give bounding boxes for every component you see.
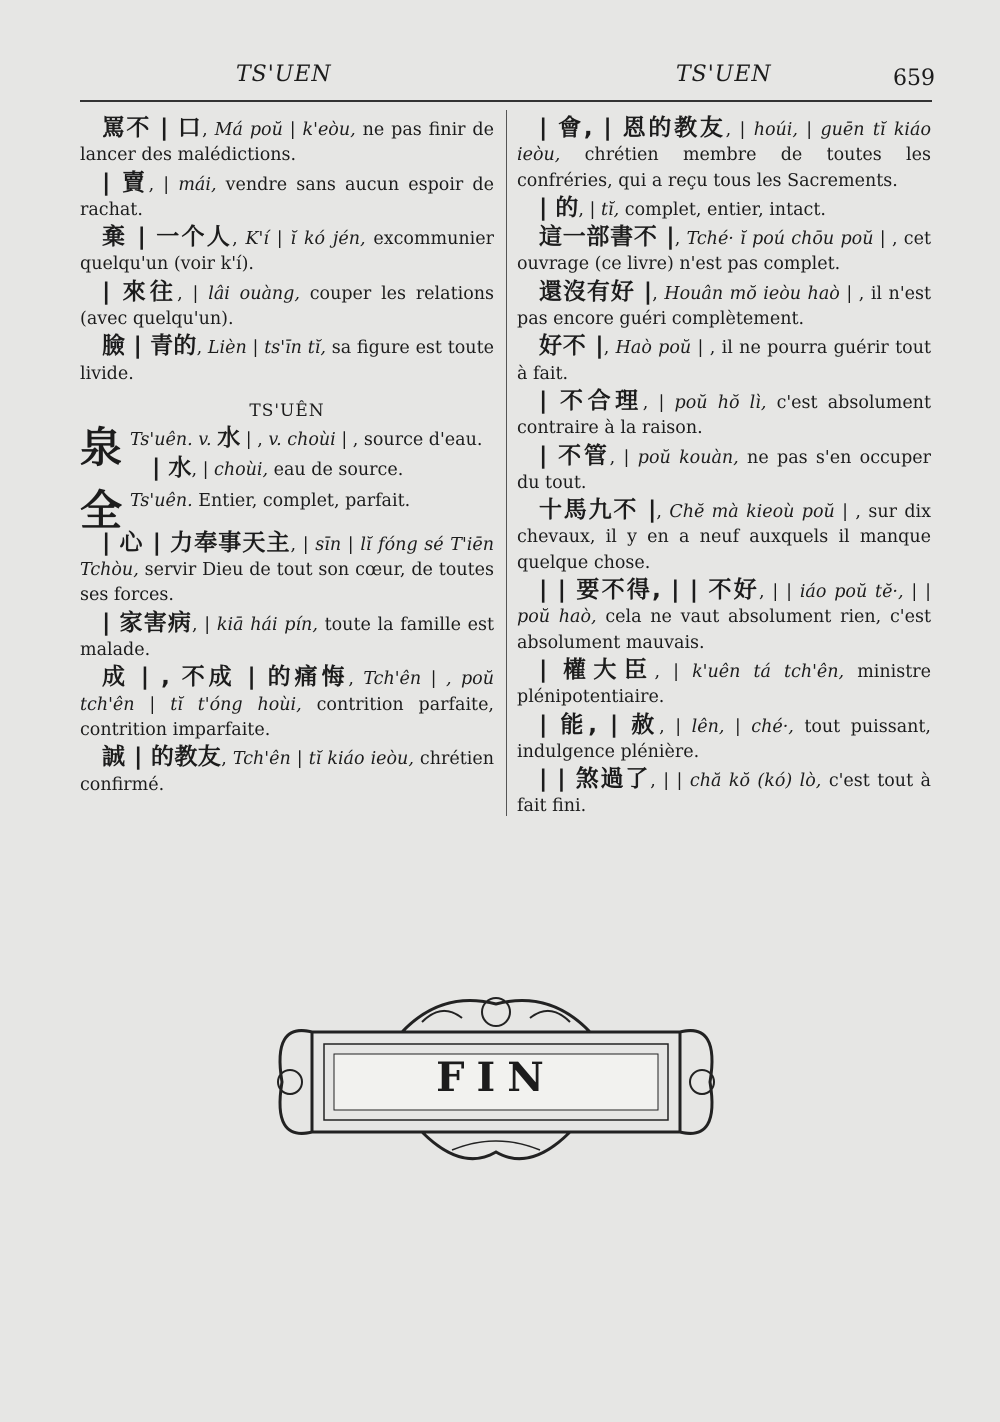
entry-chinese: 棄 | 一个人 <box>102 224 233 251</box>
entry-romanization: Ts'uên. v. <box>130 430 212 451</box>
entry-romanization: Houân mŏ ieòu haò <box>664 283 840 304</box>
entry-sep: , | <box>177 283 209 304</box>
entry-chinese: | 水 <box>152 454 192 481</box>
entry-chinese: 臉 | 青的 <box>102 333 197 360</box>
main-entry-complete <box>80 485 494 535</box>
entry-definition: couper les relations (avec quelqu'un). <box>80 283 494 330</box>
entry-romanization-2: v. choùi <box>268 430 336 451</box>
running-head-right: TS'UEN <box>676 62 772 87</box>
entry-sep: , | <box>725 120 754 140</box>
entry-sep: , | <box>191 459 215 480</box>
page-number: 659 <box>893 66 935 91</box>
entry-sep: , | <box>148 174 179 195</box>
entry-romanization: lâi ouàng, <box>208 283 300 304</box>
entry-definition: chrétien confirmé. <box>80 749 494 795</box>
entry-definition: sa figure est toute livide. <box>80 338 494 384</box>
entry-sep: , | <box>654 661 693 682</box>
entry-sep: , <box>232 229 246 250</box>
entry-chinese: 成 | , 不成 | 的痛悔 <box>102 664 349 691</box>
entry-chinese: | 不合理 <box>539 387 643 414</box>
entry-definition: complet, entier, intact. <box>619 199 826 220</box>
entry-chinese: 還沒有好 | <box>539 278 653 305</box>
right-entry <box>517 225 931 278</box>
fin-label: FIN <box>436 1054 556 1101</box>
entry-romanization: lên, | ché·, <box>691 716 794 737</box>
entry-sep: , | | <box>758 582 800 603</box>
entry-romanization: tĭ, <box>601 199 620 220</box>
section-heading: TS'UÊN <box>249 400 325 421</box>
entry-definition: servir Dieu de tout son cœur, de toutes ses forces. <box>80 560 494 606</box>
entry-chinese: | 賣 <box>102 169 149 196</box>
right-entry <box>517 713 931 766</box>
right-entry <box>517 767 931 820</box>
entry-chinese: 好不 | <box>539 333 604 360</box>
left-entry <box>80 225 494 278</box>
right-entry <box>517 658 931 711</box>
right-column <box>517 116 931 822</box>
entry-definition: toute la famille est malade. <box>80 614 495 661</box>
entry-chinese: | | 煞過了 <box>539 766 651 793</box>
entry-romanization: Tch'ên | tĭ kiáo ieòu, <box>232 749 414 770</box>
right-entry <box>517 578 931 656</box>
entry-romanization: hoúi, | guēn tĭ kiáo ieòu, <box>517 120 931 166</box>
entry-sep: , | <box>659 716 692 737</box>
entry-definition: cela ne vaut absolument rien, c'est absolument mauvais. <box>517 607 931 653</box>
entry-romanization: poŭ kouàn, <box>637 447 739 468</box>
entry-definition: c'est absolument contraire à la raison. <box>517 392 931 439</box>
entry-chinese: | 能, | 赦 <box>539 711 660 738</box>
entry-romanization: poŭ hŏ lì, <box>674 392 767 413</box>
entry-chinese: | 的 <box>539 194 579 221</box>
entry-sep: | , <box>240 430 269 451</box>
entry-sep: , | <box>578 199 602 220</box>
entry-chinese: 水 <box>217 425 241 452</box>
column-divider <box>506 110 507 816</box>
entry-definition: excommunier quelqu'un (voir k'í). <box>80 229 494 275</box>
entry-romanization: iáo poŭ tĕ·, | | poŭ haò, <box>517 582 931 628</box>
left-column <box>80 116 494 800</box>
entry-sep: , <box>196 338 208 359</box>
entry-romanization: Ts'uên. <box>130 490 193 511</box>
entry-sep: , | | <box>650 771 690 792</box>
right-entry <box>517 498 931 576</box>
right-entry <box>517 280 931 333</box>
left-entry <box>80 665 494 743</box>
entry-definition: eau de source. <box>268 459 404 480</box>
entry-definition: ne pas finir de lancer des malédictions. <box>80 120 494 166</box>
entry-romanization: sīn | lĭ fóng sé T'iēn Tchòu, <box>80 534 494 581</box>
entry-romanization: kiā hái pín, <box>216 614 318 635</box>
entry-definition: c'est tout à fait fini. <box>517 771 931 817</box>
entry-sep: , | <box>609 447 638 468</box>
entry-chinese: | 權大臣 <box>539 656 655 683</box>
entry-chinese: 罵不 | 口 <box>102 115 203 141</box>
entry-romanization: Lièn | ts'īn tĭ, <box>207 338 326 359</box>
entry-romanization: Chĕ mà kieoù poŭ <box>669 502 835 523</box>
entry-sep: , <box>348 669 364 690</box>
entry-definition: Entier, complet, parfait. <box>192 490 411 511</box>
left-entry <box>80 116 494 169</box>
right-entry <box>517 116 931 194</box>
left-entry <box>80 171 494 224</box>
entry-sep: , | <box>290 534 316 555</box>
entry-definition: ministre plénipotentiaire. <box>517 661 931 708</box>
entry-romanization: Tché· ĭ poú chōu poŭ <box>686 229 874 250</box>
left-entry <box>80 334 494 387</box>
entry-definition: vendre sans aucun espoir de rachat. <box>80 174 494 220</box>
entry-sep: , <box>656 502 670 523</box>
entry-sep: , <box>603 338 616 359</box>
entry-definition: | , source d'eau. <box>335 430 483 451</box>
entry-sep: , | <box>642 392 675 413</box>
entry-definition: ne pas s'en occuper du tout. <box>517 447 931 493</box>
right-entry <box>517 196 931 223</box>
headword-char: 泉 <box>80 423 123 473</box>
entry-romanization: Tch'ên | , poŭ tch'ên | tĭ t'óng hoùi, <box>80 669 494 715</box>
entry-definition: chrétien membre de toutes les confréries, qui a reçu tous les Sacrements. <box>517 145 931 191</box>
entry-chinese: 誠 | 的教友 <box>102 744 222 771</box>
left-entry <box>80 531 494 609</box>
right-entry <box>517 389 931 442</box>
entry-sep: , <box>221 749 233 770</box>
entry-chinese: | 會, | 恩的教友 <box>539 115 726 141</box>
entry-definition: | , cet ouvrage (ce livre) n'est pas complet. <box>517 229 931 275</box>
left-entry <box>80 745 494 798</box>
entry-definition: | , il n'est pas encore guéri complètement. <box>517 283 931 330</box>
entry-romanization: chă kŏ (kó) lò, <box>689 771 822 792</box>
entry-romanization: K'í | ĭ kó jén, <box>245 229 366 250</box>
left-entry <box>80 280 494 333</box>
entry-definition: | , sur dix chevaux, il y en a neuf auxquels il manque quelque chose. <box>517 502 931 573</box>
entry-romanization: choùi, <box>214 459 269 480</box>
header-rule <box>80 100 932 102</box>
entry-definition: tout puissant, indulgence plénière. <box>517 716 931 762</box>
left-entry <box>80 611 494 664</box>
entry-romanization: Haò poŭ <box>615 338 692 359</box>
entry-romanization: mái, <box>178 174 217 195</box>
entry-sep: , <box>674 229 687 250</box>
entry-chinese: | 家害病 <box>102 609 192 636</box>
entry-chinese: | 來往 <box>102 278 178 305</box>
entry-chinese: 十馬九不 | <box>539 497 657 524</box>
running-header <box>0 58 1000 98</box>
entry-definition: contrition parfaite, contrition imparfaite. <box>80 694 494 740</box>
entry-sep: , <box>202 120 215 140</box>
entry-sep: , | <box>192 614 217 635</box>
right-entry <box>517 444 931 497</box>
right-entry <box>517 334 931 387</box>
entry-chinese: | 不管 <box>539 442 610 469</box>
entry-romanization: k'uên tá tch'ên, <box>692 661 845 682</box>
entry-chinese: | 心 | 力奉事天主 <box>102 529 291 556</box>
entry-chinese: 這一部書不 | <box>539 224 675 251</box>
running-head-left: TS'UEN <box>236 62 332 87</box>
entry-definition: | , il ne pourra guérir tout à fait. <box>517 338 931 384</box>
entry-chinese: | | 要不得, | | 不好 <box>539 577 759 604</box>
sub-entry-water <box>80 456 494 483</box>
entry-sep: , <box>652 283 665 304</box>
entry-romanization: Má poŭ | k'eòu, <box>214 120 356 140</box>
headword-char: 全 <box>80 485 123 535</box>
